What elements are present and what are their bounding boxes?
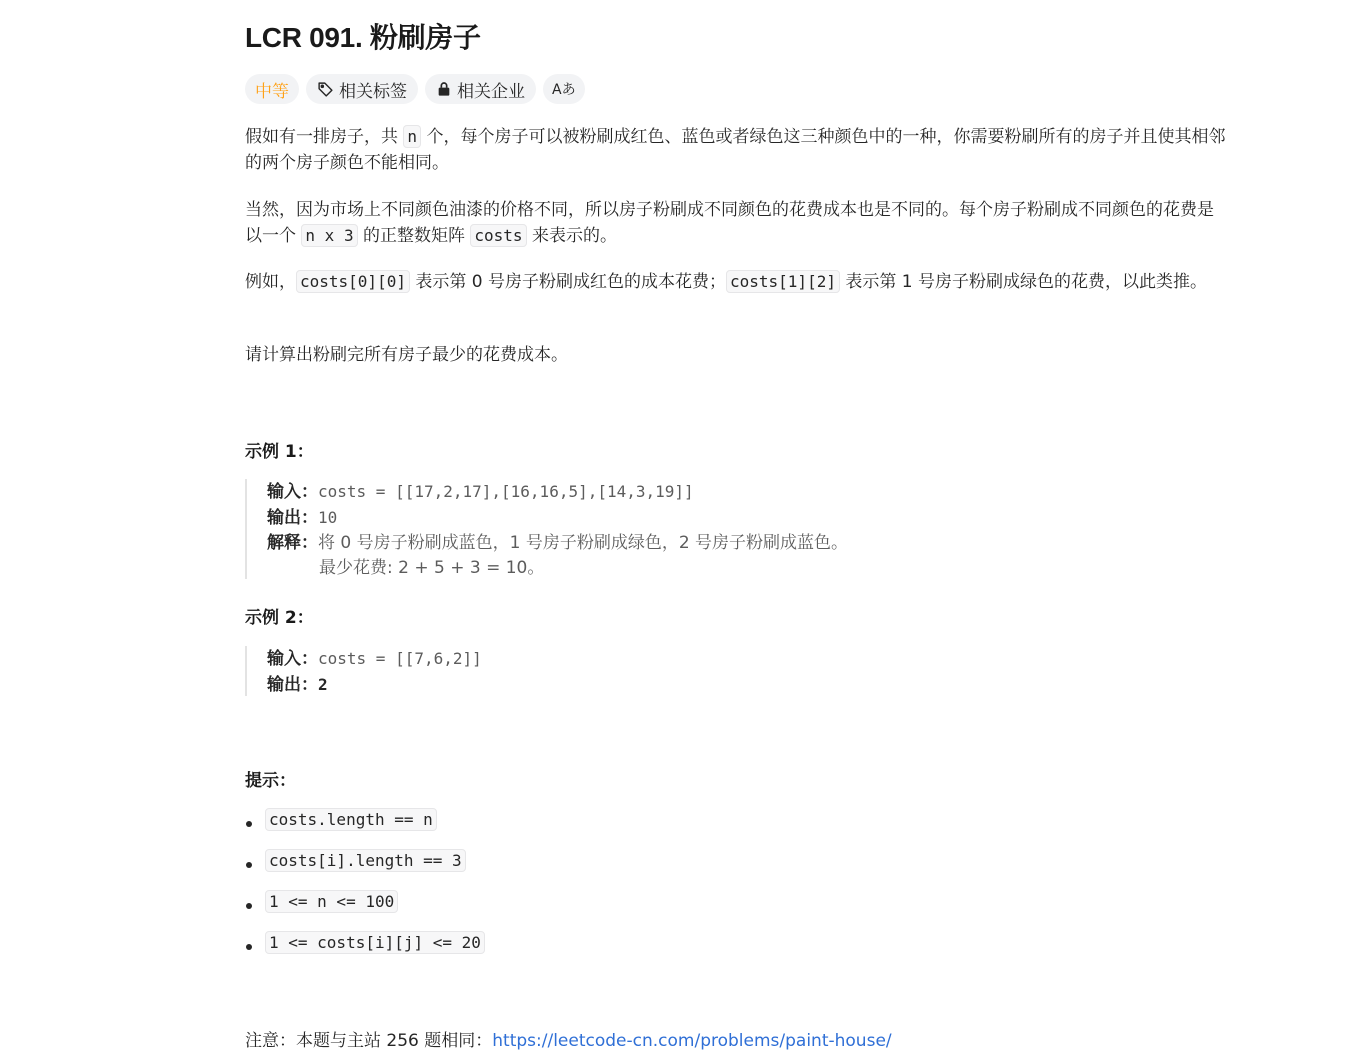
- note-text: 注意：本题与主站 256 题相同：: [245, 1031, 493, 1051]
- input-label: 输入：: [267, 482, 318, 502]
- main-site-link[interactable]: https://leetcode-cn.com/problems/paint-house/: [492, 1031, 892, 1051]
- problem-tags: [245, 74, 585, 104]
- list-item: [245, 808, 485, 849]
- example-1-heading: 示例 1：: [245, 442, 314, 462]
- inline-code: costs: [470, 224, 526, 247]
- output-label: 输出：: [267, 675, 318, 695]
- inline-code: costs[1][2]: [726, 270, 840, 293]
- problem-title: LCR 091. 粉刷房子: [245, 22, 481, 53]
- example-2-block: [245, 646, 482, 696]
- example-output: 2: [318, 675, 328, 694]
- note: [245, 1026, 892, 1051]
- description-paragraph-1: 假如有一排房子，共 n 个，每个房子可以被粉刷成红色、蓝色或者绿色这三种颜色中的一种，你需要粉刷所有的房子并且使其相邻的两个房子颜色不能相同。: [245, 127, 1226, 173]
- example-input: costs = [[7,6,2]]: [318, 649, 482, 668]
- related-tags-label: 相关标签: [339, 81, 407, 102]
- list-item: [245, 849, 485, 890]
- constraints-list: [245, 808, 485, 972]
- example-explanation-cont: 最少花费: 2 + 5 + 3 = 10。: [319, 558, 545, 578]
- tag-icon: [317, 81, 334, 98]
- difficulty-badge: [245, 74, 299, 104]
- example-input: costs = [[17,2,17],[16,16,5],[14,3,19]]: [318, 482, 694, 501]
- constraint-code: 1 <= costs[i][j] <= 20: [265, 931, 485, 954]
- constraint-code: costs[i].length == 3: [265, 849, 466, 872]
- inline-code: n: [403, 125, 421, 148]
- output-label: 输出：: [267, 508, 318, 528]
- description-paragraph-2: 当然，因为市场上不同颜色油漆的价格不同，所以房子粉刷成不同颜色的花费成本也是不同的。每个房子粉刷成不同颜色的花费是以一个 n x 3 的正整数矩阵 costs 来表示的。: [245, 200, 1214, 246]
- example-1-block: [245, 479, 848, 579]
- description-paragraph-4: 请计算出粉刷完所有房子最少的花费成本。: [245, 345, 568, 365]
- inline-code: n x 3: [301, 224, 357, 247]
- example-output: 10: [318, 508, 338, 527]
- inline-code: costs[0][0]: [296, 270, 410, 293]
- explain-label: 解释：: [267, 533, 318, 553]
- example-2-heading: 示例 2：: [245, 608, 314, 628]
- list-item: [245, 890, 485, 931]
- description-paragraph-3: 例如， costs[0][0] 表示第 0 号房子粉刷成红色的成本花费； costs[1][2] 表示第 1 号房子粉刷成绿色的花费，以此类推。: [245, 272, 1207, 292]
- constraints-heading: 提示：: [245, 771, 296, 791]
- related-companies-button[interactable]: [425, 74, 536, 104]
- list-item: [245, 931, 485, 972]
- difficulty-label: 中等: [255, 81, 289, 102]
- example-explanation: 将 0 号房子粉刷成蓝色，1 号房子粉刷成绿色，2 号房子粉刷成蓝色。: [318, 533, 849, 553]
- lock-icon: [436, 81, 452, 97]
- related-tags-button[interactable]: [306, 74, 418, 104]
- constraint-code: costs.length == n: [265, 808, 437, 831]
- translate-icon: Aあ: [552, 82, 576, 98]
- translate-button[interactable]: [543, 74, 585, 104]
- constraint-code: 1 <= n <= 100: [265, 890, 398, 913]
- related-companies-label: 相关企业: [457, 81, 525, 102]
- input-label: 输入：: [267, 649, 318, 669]
